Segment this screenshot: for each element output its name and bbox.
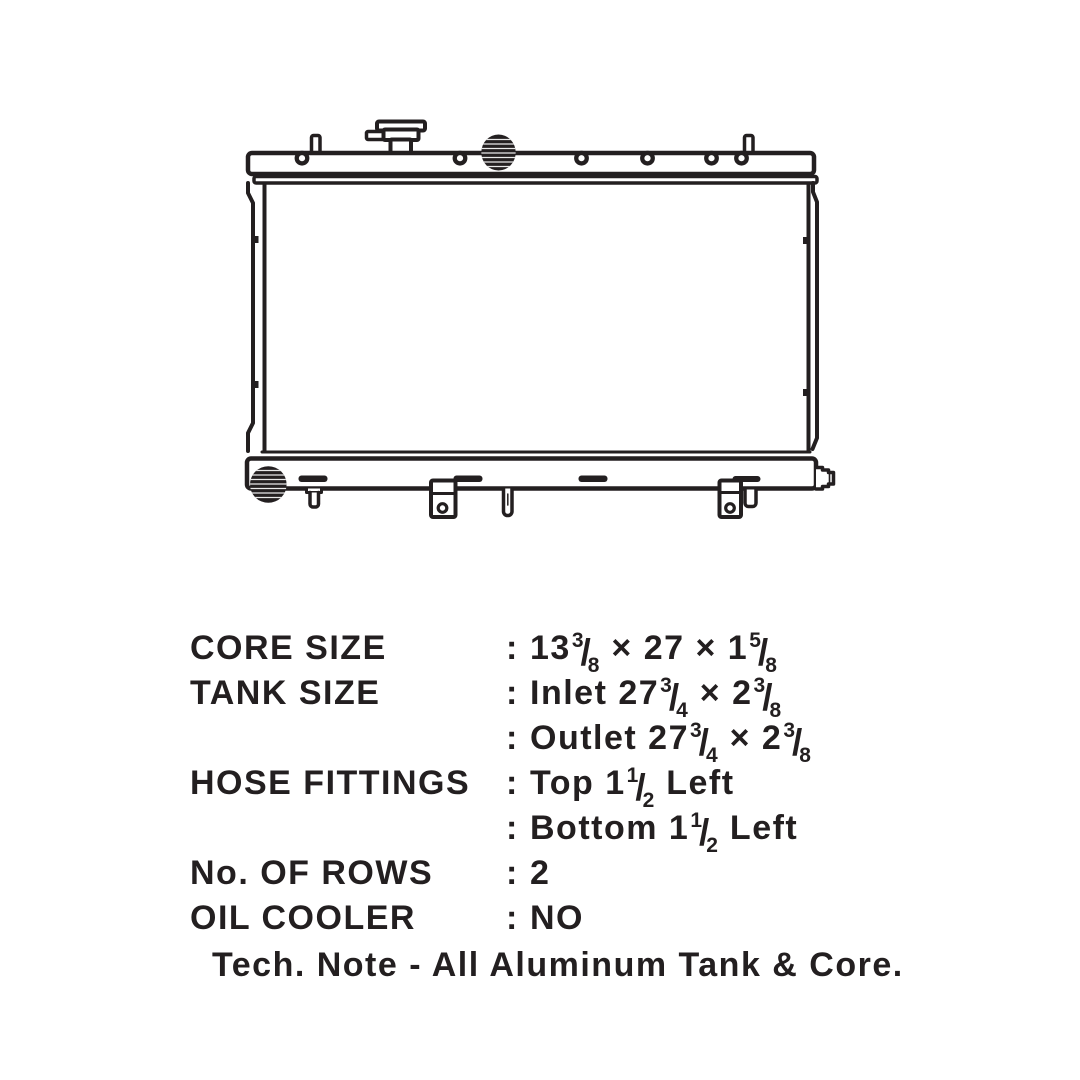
- upper-tank: [248, 153, 814, 174]
- fraction-numerator: 3: [753, 674, 766, 697]
- spec-colon: :: [506, 719, 519, 757]
- spec-value: Inlet $27^3/_4 \times 2^3/_8$: [530, 674, 782, 722]
- fraction: [748, 629, 778, 677]
- fraction: [689, 809, 719, 857]
- fraction-slash: /: [668, 677, 680, 718]
- fraction-slash: /: [635, 767, 646, 808]
- spec-row: [190, 896, 812, 941]
- fraction-denominator: 8: [769, 699, 782, 722]
- spec-label: No. OF ROWS: [190, 854, 434, 892]
- fraction-slash: /: [698, 722, 709, 763]
- fraction-numerator: 3: [571, 629, 584, 652]
- fraction-denominator: 4: [705, 744, 718, 767]
- spec-row: [190, 806, 812, 857]
- fraction-numerator: 1: [690, 809, 703, 832]
- fraction-numerator: 5: [749, 629, 761, 652]
- spec-table: [190, 626, 812, 941]
- fraction: [626, 764, 656, 812]
- fraction: [753, 674, 783, 722]
- spec-value: Bottom $1^1/_2$ Left: [530, 809, 799, 857]
- spec-label: CORE SIZE: [190, 629, 387, 667]
- fraction-slash: /: [762, 677, 773, 718]
- fraction-denominator: 2: [706, 834, 718, 857]
- fraction-slash: /: [792, 722, 803, 763]
- spec-row: [190, 761, 812, 812]
- spec-colon: :: [506, 809, 519, 847]
- fraction-denominator: 4: [676, 699, 688, 722]
- spec-label: [190, 806, 506, 851]
- spec-row: [190, 851, 812, 896]
- spec-label: OIL COOLER: [190, 899, 416, 937]
- spec-colon: :: [506, 764, 519, 802]
- fraction-slash: /: [699, 812, 710, 853]
- fraction: [782, 719, 812, 767]
- spec-value: $13^3/_8 \times 27 \times 1^5/_8$: [530, 629, 777, 677]
- fraction-numerator: 3: [783, 719, 795, 742]
- fraction-numerator: 3: [660, 674, 672, 697]
- spec-value: Top $1^1/_2$ Left: [530, 764, 735, 812]
- spec-label: TANK SIZE: [190, 674, 381, 712]
- tech-note: Tech. Note - All Aluminum Tank & Core.: [212, 946, 904, 984]
- spec-colon: :: [506, 674, 519, 712]
- upper-tank-band: [254, 177, 817, 184]
- spec-row: [190, 671, 812, 722]
- spec-label: HOSE FITTINGS: [190, 764, 471, 802]
- spec-value: 2: [530, 854, 551, 892]
- fraction: [659, 674, 689, 722]
- fraction-denominator: 2: [642, 789, 655, 812]
- fraction-denominator: 8: [587, 654, 600, 677]
- spec-colon: :: [506, 854, 519, 892]
- mounting-peg-bottom-left: [307, 489, 322, 508]
- side-bracket-left: [248, 183, 265, 451]
- spec-colon: :: [506, 899, 519, 937]
- mounting-bracket-left: [431, 481, 456, 518]
- fraction-slash: /: [580, 632, 591, 673]
- fraction-numerator: 1: [626, 764, 639, 787]
- fraction-numerator: 3: [689, 719, 702, 742]
- mounting-peg-bottom-right: [745, 490, 756, 507]
- fraction: [689, 719, 719, 767]
- spec-value: Outlet $27^3/_4 \times 2^3/_8$: [530, 719, 811, 767]
- fraction-slash: /: [757, 632, 769, 673]
- fraction-denominator: 8: [765, 654, 777, 677]
- spec-value: NO: [530, 899, 584, 937]
- drain-fitting: [816, 468, 834, 490]
- side-bracket-right: [803, 183, 817, 451]
- radiator-cap: [367, 122, 426, 155]
- spec-row: [190, 626, 812, 677]
- fraction-denominator: 8: [799, 744, 811, 767]
- center-pin: [504, 489, 513, 516]
- spec-row: [190, 716, 812, 767]
- mounting-bracket-right: [720, 481, 742, 518]
- spec-colon: :: [506, 629, 519, 667]
- spec-label: [190, 716, 506, 761]
- fraction: [571, 629, 601, 677]
